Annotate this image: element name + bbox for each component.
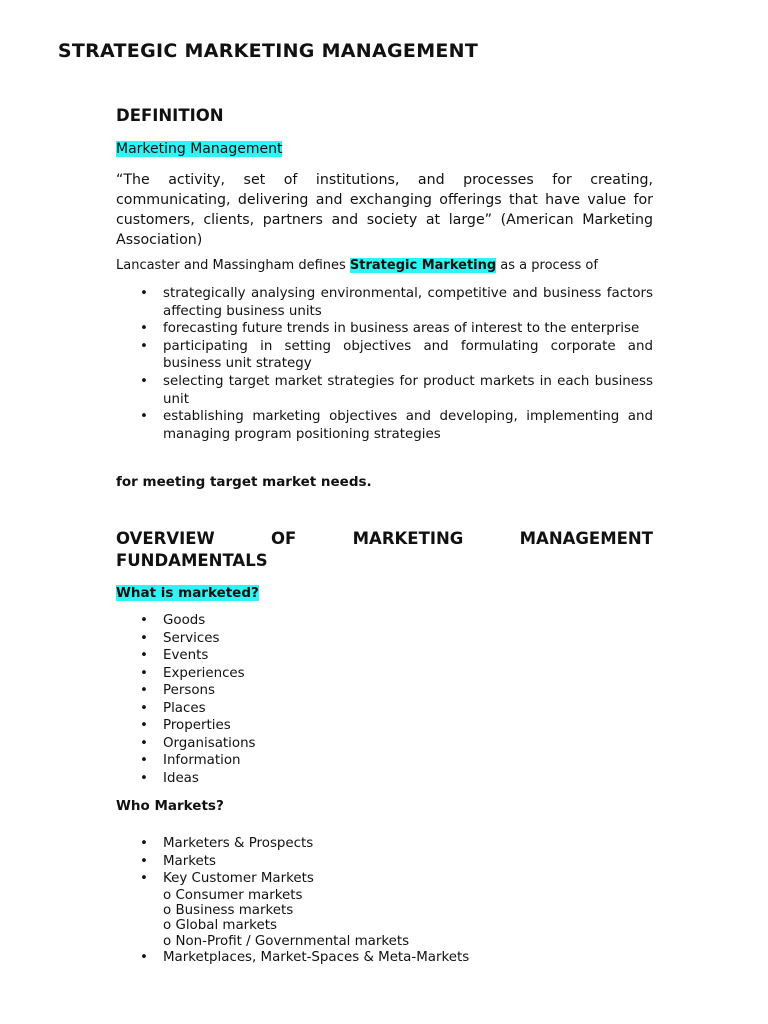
lancaster-prefix: Lancaster and Massingham defines bbox=[116, 258, 350, 273]
key-customer-subitem: o Consumer markets bbox=[163, 887, 303, 903]
who-list-item: • Markets bbox=[116, 853, 653, 871]
what-list-item: • Events bbox=[116, 647, 653, 665]
process-list-item: • establishing marketing objectives and developing, implementing and managing program positioning strategies bbox=[116, 408, 653, 443]
overview-heading-line1 bbox=[116, 528, 653, 550]
what-list-item: • Services bbox=[116, 630, 653, 648]
overview-heading-line2: FUNDAMENTALS bbox=[116, 551, 268, 570]
process-list-item: • participating in setting objectives and formulating corporate and business unit strategy bbox=[116, 338, 653, 373]
what-list-item: • Ideas bbox=[116, 770, 653, 788]
key-customer-subitem: o Global markets bbox=[163, 918, 277, 934]
marketing-management-label: Marketing Management bbox=[116, 141, 283, 157]
what-is-marketed-heading bbox=[116, 584, 259, 602]
key-customer-subitem: o Business markets bbox=[163, 902, 294, 918]
lancaster-suffix: as a process of bbox=[496, 258, 598, 273]
what-list-item: • Properties bbox=[116, 717, 653, 735]
overview-heading bbox=[116, 528, 653, 572]
overview-heading-word: MARKETING bbox=[352, 529, 464, 548]
process-list-item: • forecasting future trends in business areas of interest to the enterprise bbox=[116, 320, 653, 338]
what-list-item: • Goods bbox=[116, 612, 653, 630]
strategic-marketing-highlight: Strategic Marketing bbox=[349, 258, 497, 273]
overview-heading-word: OF bbox=[271, 529, 297, 548]
marketing-management-subheading bbox=[116, 140, 282, 158]
what-list-item: • Places bbox=[116, 700, 653, 718]
ama-definition-quote: “The activity, set of institutions, and processes for creating, communicating, delivering and exchanging offerings that have value for customers, clients, partners and society at large” (American Marketing Association) bbox=[116, 172, 653, 248]
what-is-marketed-label: What is marketed? bbox=[116, 585, 259, 601]
what-is-marketed-list bbox=[116, 612, 653, 787]
process-list-item: • strategically analysing environmental, competitive and business factors affecting business units bbox=[116, 285, 653, 320]
who-markets-heading: Who Markets? bbox=[116, 798, 224, 814]
what-list-item: • Information bbox=[116, 752, 653, 770]
who-markets-list bbox=[116, 835, 653, 967]
definition-heading: DEFINITION bbox=[116, 106, 224, 125]
document-page bbox=[116, 0, 653, 1024]
key-customer-sublist bbox=[163, 888, 653, 950]
document-title: STRATEGIC MARKETING MANAGEMENT bbox=[57, 40, 479, 62]
overview-heading-word: OVERVIEW bbox=[116, 529, 215, 548]
lancaster-definition bbox=[116, 257, 653, 275]
overview-heading-word: MANAGEMENT bbox=[519, 529, 653, 548]
who-list-item bbox=[116, 870, 653, 949]
what-list-item: • Organisations bbox=[116, 735, 653, 753]
closing-statement: for meeting target market needs. bbox=[116, 474, 372, 490]
what-list-item: • Persons bbox=[116, 682, 653, 700]
who-list-item: • Marketers & Prospects bbox=[116, 835, 653, 853]
key-customer-markets-label: Key Customer Markets bbox=[163, 871, 314, 886]
what-list-item: • Experiences bbox=[116, 665, 653, 683]
key-customer-subitem: o Non-Profit / Governmental markets bbox=[163, 933, 410, 949]
who-list-item: • Marketplaces, Market-Spaces & Meta-Markets bbox=[116, 949, 653, 967]
process-list bbox=[116, 285, 653, 443]
process-list-item: • selecting target market strategies for product markets in each business unit bbox=[116, 373, 653, 408]
